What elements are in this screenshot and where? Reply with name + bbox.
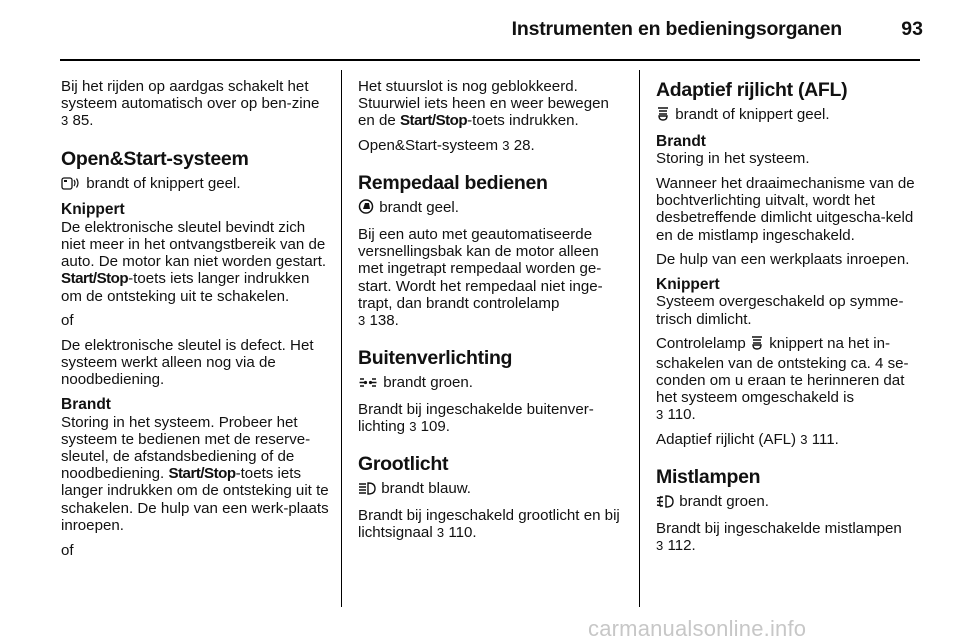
subheading-brandt: Brandt: [656, 132, 706, 150]
watermark: carmanualsonline.info: [588, 616, 807, 641]
fog-light-icon: [656, 495, 674, 512]
paragraph-bochtverlichting: Wanneer het draaimechanisme van de bochtverlichting uitvalt, wordt het desbetreffende dimlicht uitgescha-keld en de mistlamp ingeschakeld.: [656, 174, 915, 244]
paragraph-symmetrisch: Systeem overgeschakeld op symme-trisch dimlicht.: [656, 293, 904, 328]
grootlicht-status: brandt blauw.: [358, 480, 626, 499]
key-remote-icon: [61, 176, 81, 194]
page-number: 93: [901, 18, 923, 40]
adaptive-light-icon: [656, 106, 670, 125]
paragraph-brandt: Storing in het systeem. Probeer het systeem te bedienen met de reserve-sleutel, de afstandsbediening of de noodbediening. Start/Stop-toets iets langer indrukken om de ontsteking uit te schakelen. De hulp van een werk-plaats inroepen.: [61, 413, 329, 534]
heading-rempedaal: Rempedaal bedienen: [358, 172, 548, 195]
paragraph-stuurslot: Het stuurslot is nog geblokkeerd. Stuurwiel iets heen en weer bewegen en de Start/Stop-toets indrukken.: [358, 78, 609, 130]
reference-symbol: 3: [61, 113, 69, 129]
adaptive-light-icon: [750, 335, 764, 354]
paragraph-controlelamp: Controlelamp knippert na het in-schakelen van de ontsteking ca. 4 se-conden om u eraan te herinneren dat het systeem omgeschakeld is 3 110.: [656, 335, 909, 424]
crossref-openstart: Open&Start-systeem 3 28.: [358, 137, 535, 155]
heading-grootlicht: Grootlicht: [358, 453, 449, 476]
mistlampen-status: brandt groen.: [656, 493, 926, 512]
subheading-knippert: Knippert: [656, 275, 720, 293]
paragraph-of: of: [61, 541, 74, 559]
heading-mistlampen: Mistlampen: [656, 466, 761, 489]
heading-openstart: Open&Start-systeem: [61, 147, 249, 170]
subheading-brandt: Brandt: [61, 396, 111, 414]
brake-pedal-icon: [358, 199, 374, 218]
header-rule: [60, 59, 920, 61]
paragraph-mistlampen: Brandt bij ingeschakelde mistlampen 3 112.: [656, 519, 902, 554]
high-beam-icon: [358, 482, 376, 499]
exterior-light-icon: [358, 376, 378, 393]
column-divider-1: [341, 70, 342, 607]
column-3: [656, 78, 926, 562]
column-2: [358, 78, 626, 549]
buitenverlichting-status: brandt groen.: [358, 374, 626, 393]
column-divider-2: [639, 70, 640, 607]
paragraph-aardgas: Bij het rijden op aardgas schakelt het systeem automatisch over op ben-zine 3 85.: [61, 78, 320, 130]
afl-status: brandt of knippert geel.: [656, 106, 926, 125]
openstart-status: brandt of knippert geel.: [61, 175, 330, 194]
paragraph-knippert: De elektronische sleutel bevindt zich niet meer in het ontvangstbereik van de auto. De motor kan niet worden gestart. Start/Stop-toets iets langer indrukken om de ontsteking uit te schakelen.: [61, 218, 327, 305]
paragraph-storing: Storing in het systeem.: [656, 150, 810, 168]
heading-afl: Adaptief rijlicht (AFL): [656, 79, 848, 101]
subheading-knippert: Knippert: [61, 201, 125, 219]
paragraph-defect: De elektronische sleutel is defect. Het systeem werkt alleen nog via de noodbediening.: [61, 337, 314, 389]
paragraph-rempedaal: Bij een auto met geautomatiseerde versnellingsbak kan de motor alleen met ingetrapt rempedaal worden ge-start. Wordt het rempedaal niet inge-trapt, dan brandt controlelamp 3 138.: [358, 226, 603, 330]
paragraph-werkplaats: De hulp van een werkplaats inroepen.: [656, 251, 910, 269]
crossref-afl: Adaptief rijlicht (AFL) 3 111.: [656, 430, 839, 448]
paragraph-grootlicht: Brandt bij ingeschakeld grootlicht en bij lichtsignaal 3 110.: [358, 507, 620, 542]
rempedaal-status: brandt geel.: [358, 199, 626, 218]
column-1: [61, 78, 330, 566]
running-header-title: Instrumenten en bedieningsorganen: [511, 18, 842, 40]
paragraph-of: of: [61, 312, 74, 330]
paragraph-buitenverlichting: Brandt bij ingeschakelde buitenver-lichting 3 109.: [358, 400, 594, 436]
heading-buitenverlichting: Buitenverlichting: [358, 347, 513, 370]
